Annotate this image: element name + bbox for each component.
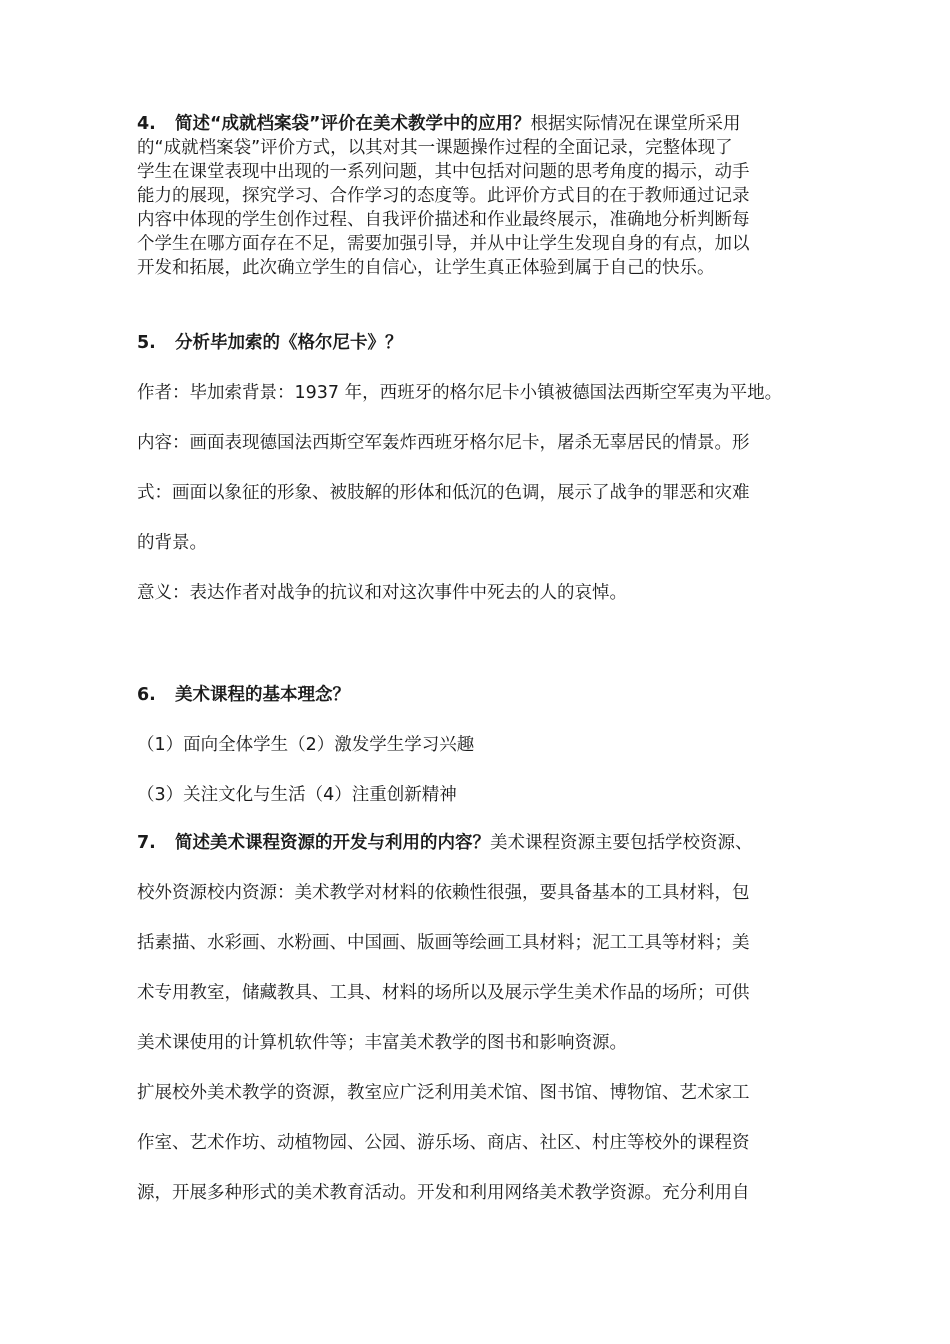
question-title: 简述美术课程资源的开发与利用的内容？	[175, 833, 490, 853]
question-7-first-line	[137, 828, 827, 878]
answer-line: 内容中体现的学生创作过程、自我评价描述和作业最终展示，准确地分析判断每	[137, 210, 750, 230]
answer-line: 内容：画面表现德国法西斯空军轰炸西班牙格尔尼卡，屠杀无辜居民的情景。形	[137, 433, 750, 453]
question-number: 6.	[137, 685, 156, 705]
question-title: 简述“成就档案袋”评价在美术教学中的应用？	[175, 114, 531, 134]
answer-line: 术专用教室，储藏教具、工具、材料的场所以及展示学生美术作品的场所；可供	[137, 983, 750, 1003]
answer-line: 的“成就档案袋”评价方式，以其对其一课题操作过程的全面记录，完整体现了	[137, 138, 733, 158]
answer-line: 意义：表达作者对战争的抗议和对这次事件中死去的人的哀悼。	[137, 583, 627, 603]
question-4-first-line	[137, 112, 827, 136]
answer-line: （1）面向全体学生（2）激发学生学习兴趣	[137, 735, 475, 755]
answer-line: 源，开展多种形式的美术教育活动。开发和利用网络美术教学资源。充分利用自	[137, 1183, 750, 1203]
answer-line: 扩展校外美术教学的资源，教室应广泛利用美术馆、图书馆、博物馆、艺术家工	[137, 1083, 750, 1103]
question-heading	[137, 680, 827, 730]
answer-line: 学生在课堂表现中出现的一系列问题，其中包括对问题的思考角度的揭示，动手	[137, 162, 750, 182]
question-number: 4.	[137, 114, 156, 134]
question-title: 美术课程的基本理念？	[175, 685, 350, 705]
question-number: 5.	[137, 333, 156, 353]
answer-line: 括素描、水彩画、水粉画、中国画、版画等绘画工具材料；泥工工具等材料；美	[137, 933, 750, 953]
answer-line: 的背景。	[137, 533, 207, 553]
answer-line: 作者：毕加索背景：1937 年，西班牙的格尔尼卡小镇被德国法西斯空军夷为平地。	[137, 383, 783, 403]
question-heading	[137, 328, 827, 378]
answer-text: 美术课程资源主要包括学校资源、	[490, 833, 753, 853]
question-7	[137, 828, 827, 1228]
question-number: 7.	[137, 833, 156, 853]
answer-line: 美术课使用的计算机软件等；丰富美术教学的图书和影响资源。	[137, 1033, 627, 1053]
answer-line: （3）关注文化与生活（4）注重创新精神	[137, 785, 457, 805]
answer-line: 个学生在哪方面存在不足，需要加强引导，并从中让学生发现自身的有点，加以	[137, 234, 750, 254]
answer-line: 开发和拓展，此次确立学生的自信心，让学生真正体验到属于自己的快乐。	[137, 258, 715, 278]
answer-line: 式：画面以象征的形象、被肢解的形体和低沉的色调，展示了战争的罪恶和灾难	[137, 483, 750, 503]
question-4	[137, 112, 827, 280]
answer-line: 校外资源校内资源：美术教学对材料的依赖性很强，要具备基本的工具材料，包	[137, 883, 750, 903]
question-6	[137, 680, 827, 830]
question-5	[137, 328, 827, 628]
answer-line: 作室、艺术作坊、动植物园、公园、游乐场、商店、社区、村庄等校外的课程资	[137, 1133, 750, 1153]
answer-line: 能力的展现，探究学习、合作学习的态度等。此评价方式目的在于教师通过记录	[137, 186, 750, 206]
answer-text: 根据实际情况在课堂所采用	[530, 114, 741, 134]
question-title: 分析毕加索的《格尔尼卡》？	[175, 333, 403, 353]
